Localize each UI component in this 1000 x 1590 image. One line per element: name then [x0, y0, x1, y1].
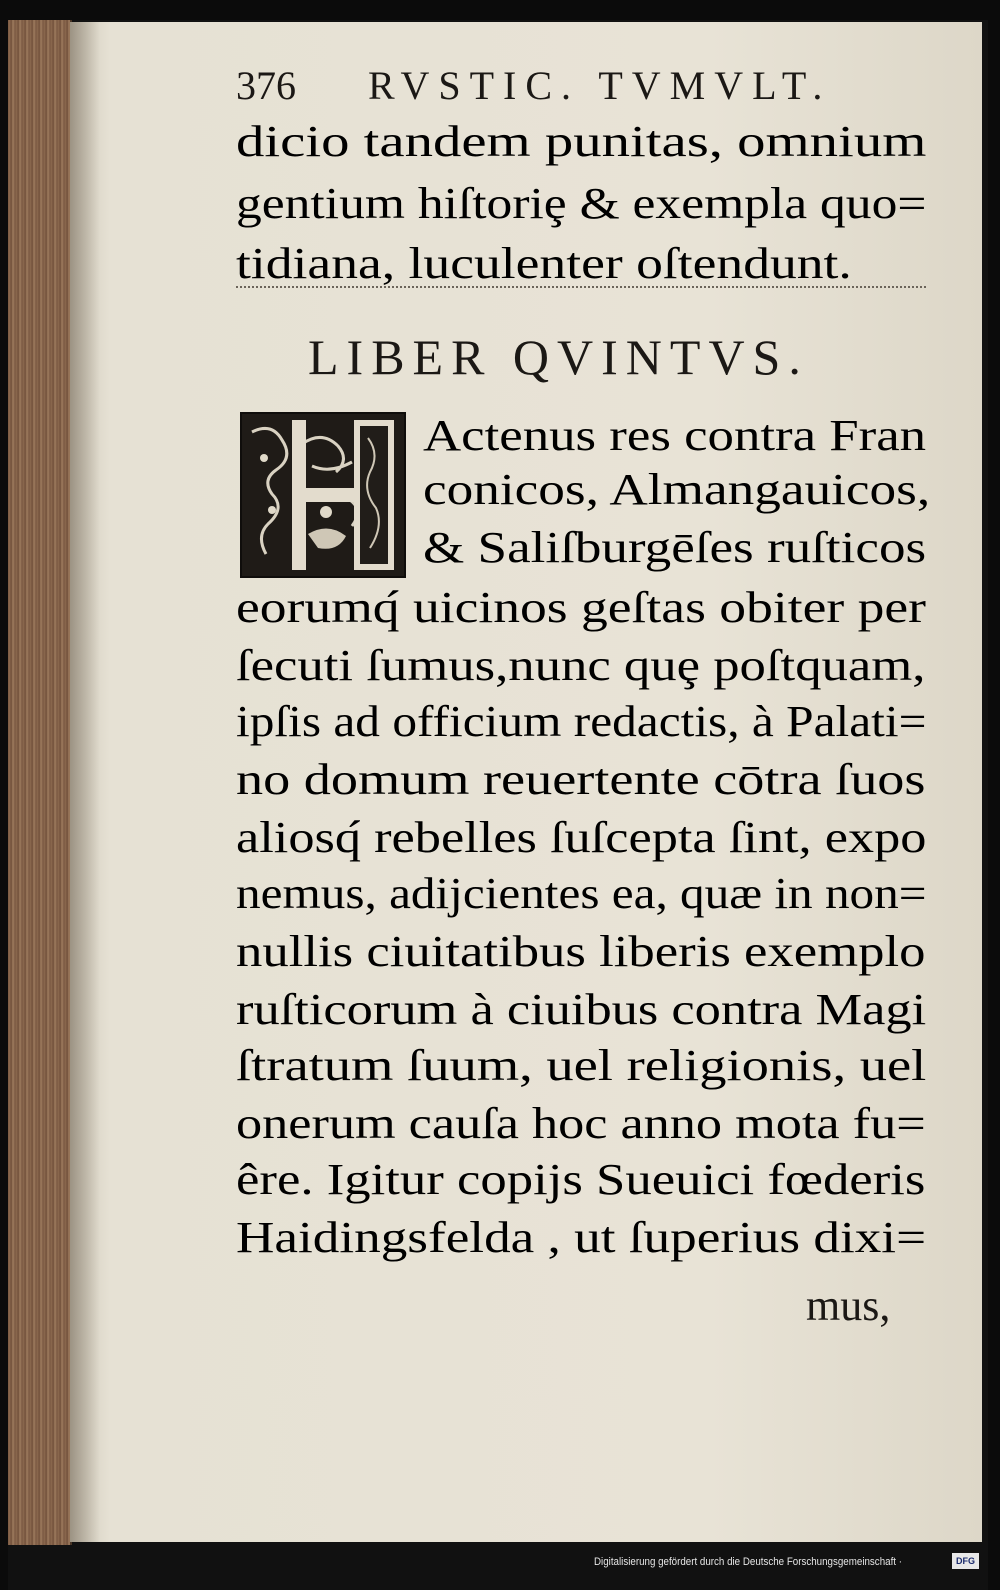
text-line: ipſis ad officium redactis, à Palati= — [236, 697, 927, 746]
text-line: tidiana, luculenter oſtendunt. — [236, 239, 852, 288]
text-line: dicio tandem punitas, omnium — [236, 117, 927, 166]
catchword: mus, — [806, 1281, 891, 1330]
text-line: eorumq́ uicinos geſtas obiter per — [236, 583, 926, 632]
scan-top-border — [0, 0, 1000, 20]
book-page-edges — [8, 20, 72, 1545]
digitization-credit: Digitalisierung gefördert durch die Deutsche Forschungsgemeinschaft · — [594, 1556, 902, 1568]
section-divider — [236, 286, 926, 288]
text-line: ſtratum ſuum, uel religionis, uel — [236, 1041, 927, 1090]
text-line: nemus, adijcientes ea, quæ in non= — [236, 869, 927, 918]
text-line: gentium hiſtoriȩ & exempla quo= — [236, 179, 927, 228]
text-line: nullis ciuitatibus liberis exemplo — [236, 927, 926, 976]
dfg-logo-icon: DFG — [952, 1553, 979, 1569]
text-line: aliosq́ rebelles ſuſcepta ſint, expo — [236, 813, 927, 862]
text-line: ſecuti ſumus,nunc quȩ poſtquam, — [236, 641, 926, 690]
running-head — [236, 60, 846, 112]
text-line: conicos, Almangauicos, — [423, 465, 931, 514]
book-title: LIBER QVINTVS. — [308, 329, 809, 385]
scan-left-border — [0, 0, 8, 1590]
text-line: ruſticorum à ciuibus contra Magi — [236, 985, 927, 1034]
page-number: 376 — [236, 63, 296, 108]
text-line: êre. Igitur copijs Sueuici fœderis — [236, 1155, 926, 1204]
text-line: no domum reuertente cōtra ſuos — [236, 755, 926, 804]
text-line: Actenus res contra Fran — [423, 411, 927, 460]
text-line: onerum cauſa hoc anno mota fu= — [236, 1099, 926, 1148]
text-line: Haidingsfelda , ut ſuperius dixi= — [236, 1213, 927, 1262]
scan-right-border — [988, 0, 1000, 1590]
text-line: & Saliſburgēſes ruſticos — [423, 523, 927, 572]
running-title: RVSTIC. TVMVLT. — [368, 63, 832, 108]
woodcut-initial-H-icon — [240, 412, 406, 578]
gutter-shadow — [70, 22, 100, 1542]
